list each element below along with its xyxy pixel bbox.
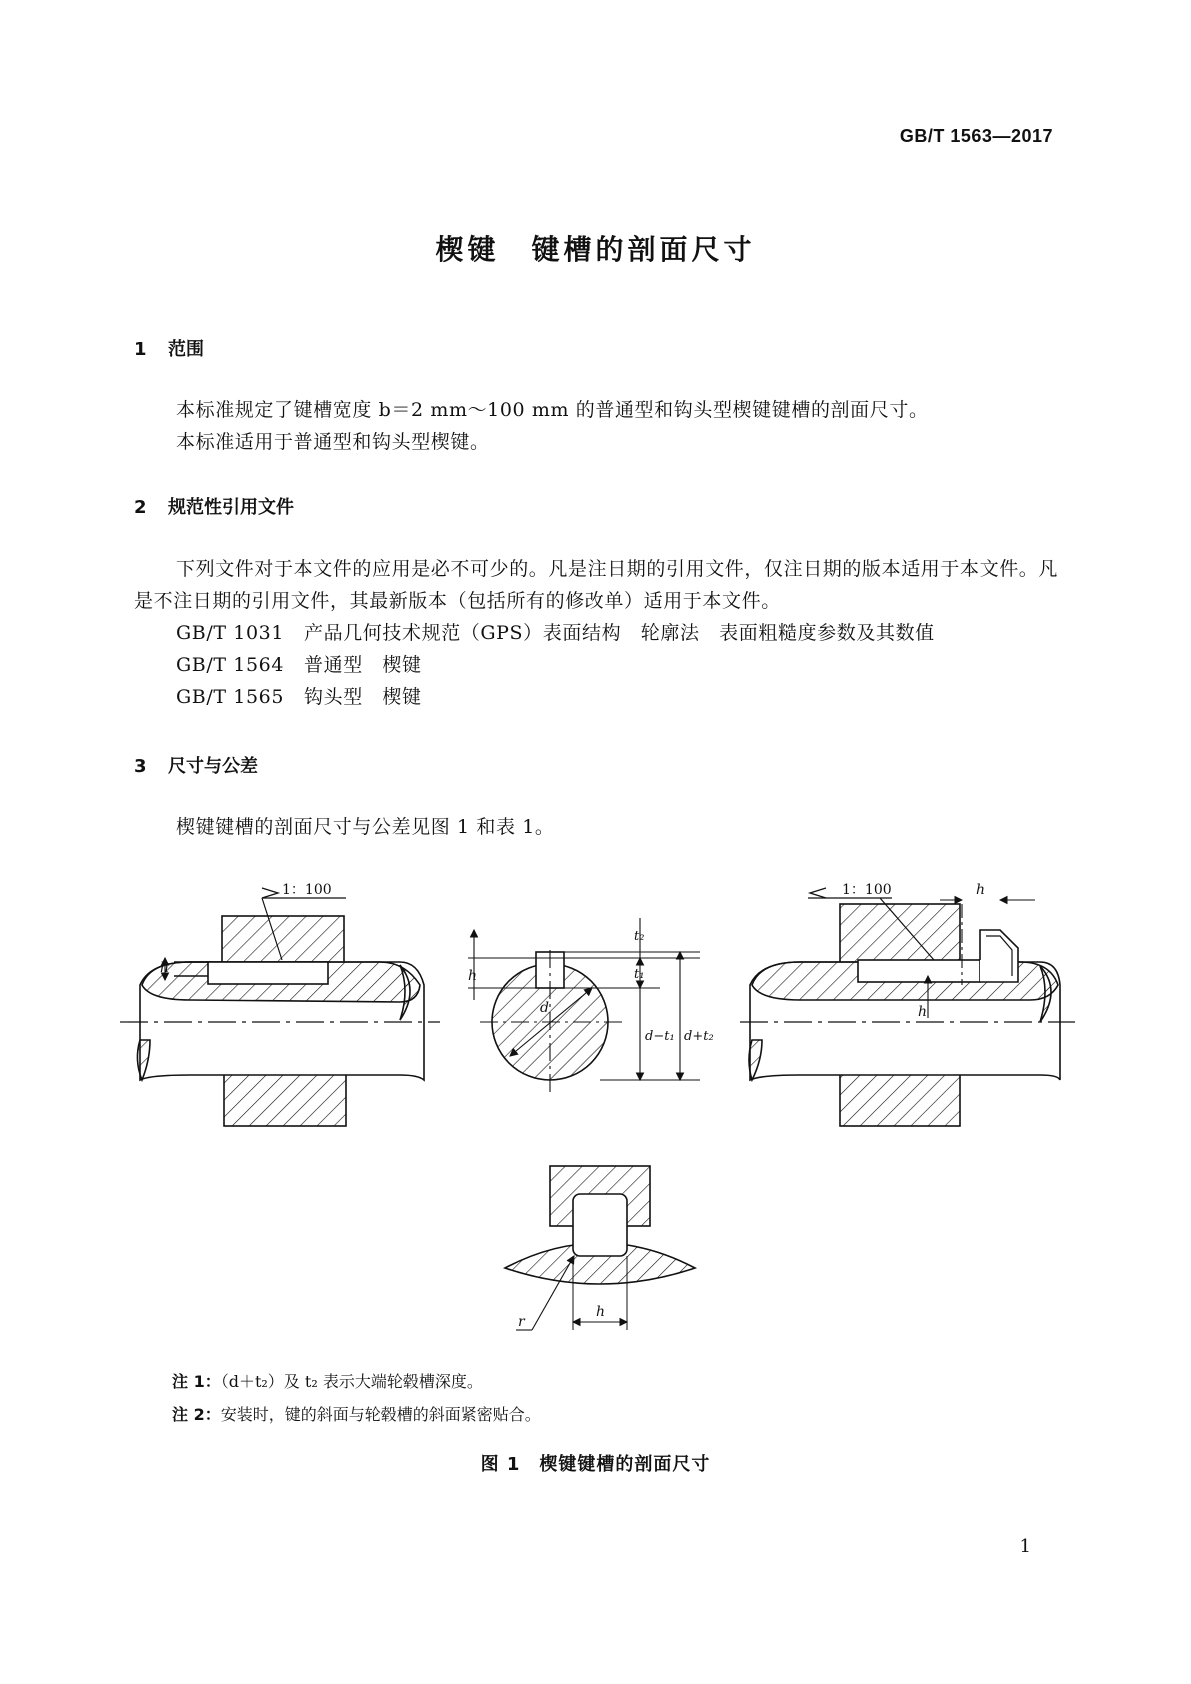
note-text: 安装时，键的斜面与轮毂槽的斜面紧密贴合。 (220, 1405, 541, 1424)
hub-top-section-right (840, 904, 960, 964)
paragraph: 下列文件对于本文件的应用是必不可少的。凡是注日期的引用文件，仅注日期的版本适用于本文件。凡是不注日期的引用文件，其最新版本（包括所有的修改单）适用于本文件。 (134, 558, 1059, 612)
key-detail (573, 1194, 627, 1256)
reference-title: 产品几何技术规范（GPS）表面结构 轮廓法 表面粗糙度参数及其数值 (304, 622, 935, 644)
figure-note-1 (172, 1366, 483, 1398)
hub-bottom-section-right (840, 1070, 960, 1126)
hub-bottom-section (224, 1070, 346, 1126)
middle-view-cross-section (468, 918, 700, 1092)
reference-code: GB/T 1564 (176, 654, 285, 676)
h-label-middle: h (468, 968, 478, 984)
paragraph: 楔键键槽的剖面尺寸与公差见图 1 和表 1。 (176, 816, 555, 838)
d-minus-t1-label: d−t₁ (645, 1029, 675, 1044)
reference-title: 钩头型 楔键 (304, 686, 422, 708)
note-text: （d＋t₂）及 t₂ 表示大端轮毂槽深度。 (220, 1372, 483, 1391)
reference-title: 普通型 楔键 (304, 654, 422, 676)
figure-caption: 图 1 楔键键槽的剖面尺寸 (480, 1454, 711, 1475)
figure-note-2 (172, 1399, 541, 1431)
section-title: 范围 (168, 339, 204, 360)
h-label-right-top: h (976, 882, 986, 898)
d-label: d (540, 1000, 549, 1016)
section-number: 1 (134, 339, 147, 360)
paragraph: 本标准适用于普通型和钩头型楔键。 (176, 431, 490, 453)
h-label-left: h (160, 960, 170, 976)
d-plus-t2-label: d+t₂ (684, 1029, 714, 1044)
note-label: 注 1： (172, 1372, 221, 1391)
left-view-plain-key (120, 888, 440, 1126)
paragraph: 本标准规定了键槽宽度 b＝2 mm～100 mm 的普通型和钩头型楔键键槽的剖面尺寸。 (176, 399, 929, 421)
r-label: r (518, 1314, 525, 1330)
page-number: 1 (1019, 1536, 1031, 1557)
reference-code: GB/T 1031 (176, 622, 285, 644)
t2-label: t₂ (634, 929, 645, 944)
slope-label-left: 1：100 (282, 882, 332, 898)
slope-label-right: 1：100 (842, 882, 892, 898)
document-title: 楔键 键槽的剖面尺寸 (435, 233, 756, 266)
reference-code: GB/T 1565 (176, 686, 285, 708)
section-title: 尺寸与公差 (168, 756, 258, 777)
section-number: 3 (134, 756, 147, 777)
h-label-bottom: h (596, 1304, 606, 1320)
standard-code: GB/T 1563—2017 (899, 126, 1053, 146)
section-title: 规范性引用文件 (168, 497, 294, 518)
hub-top-section (222, 916, 344, 964)
note-label: 注 2： (172, 1405, 221, 1424)
h-label-right-bottom: h (918, 1004, 928, 1020)
section-number: 2 (134, 497, 147, 518)
taper-key-body (208, 962, 328, 984)
t1-label: t₁ (634, 967, 645, 982)
right-view-gib-head-key (740, 888, 1075, 1126)
